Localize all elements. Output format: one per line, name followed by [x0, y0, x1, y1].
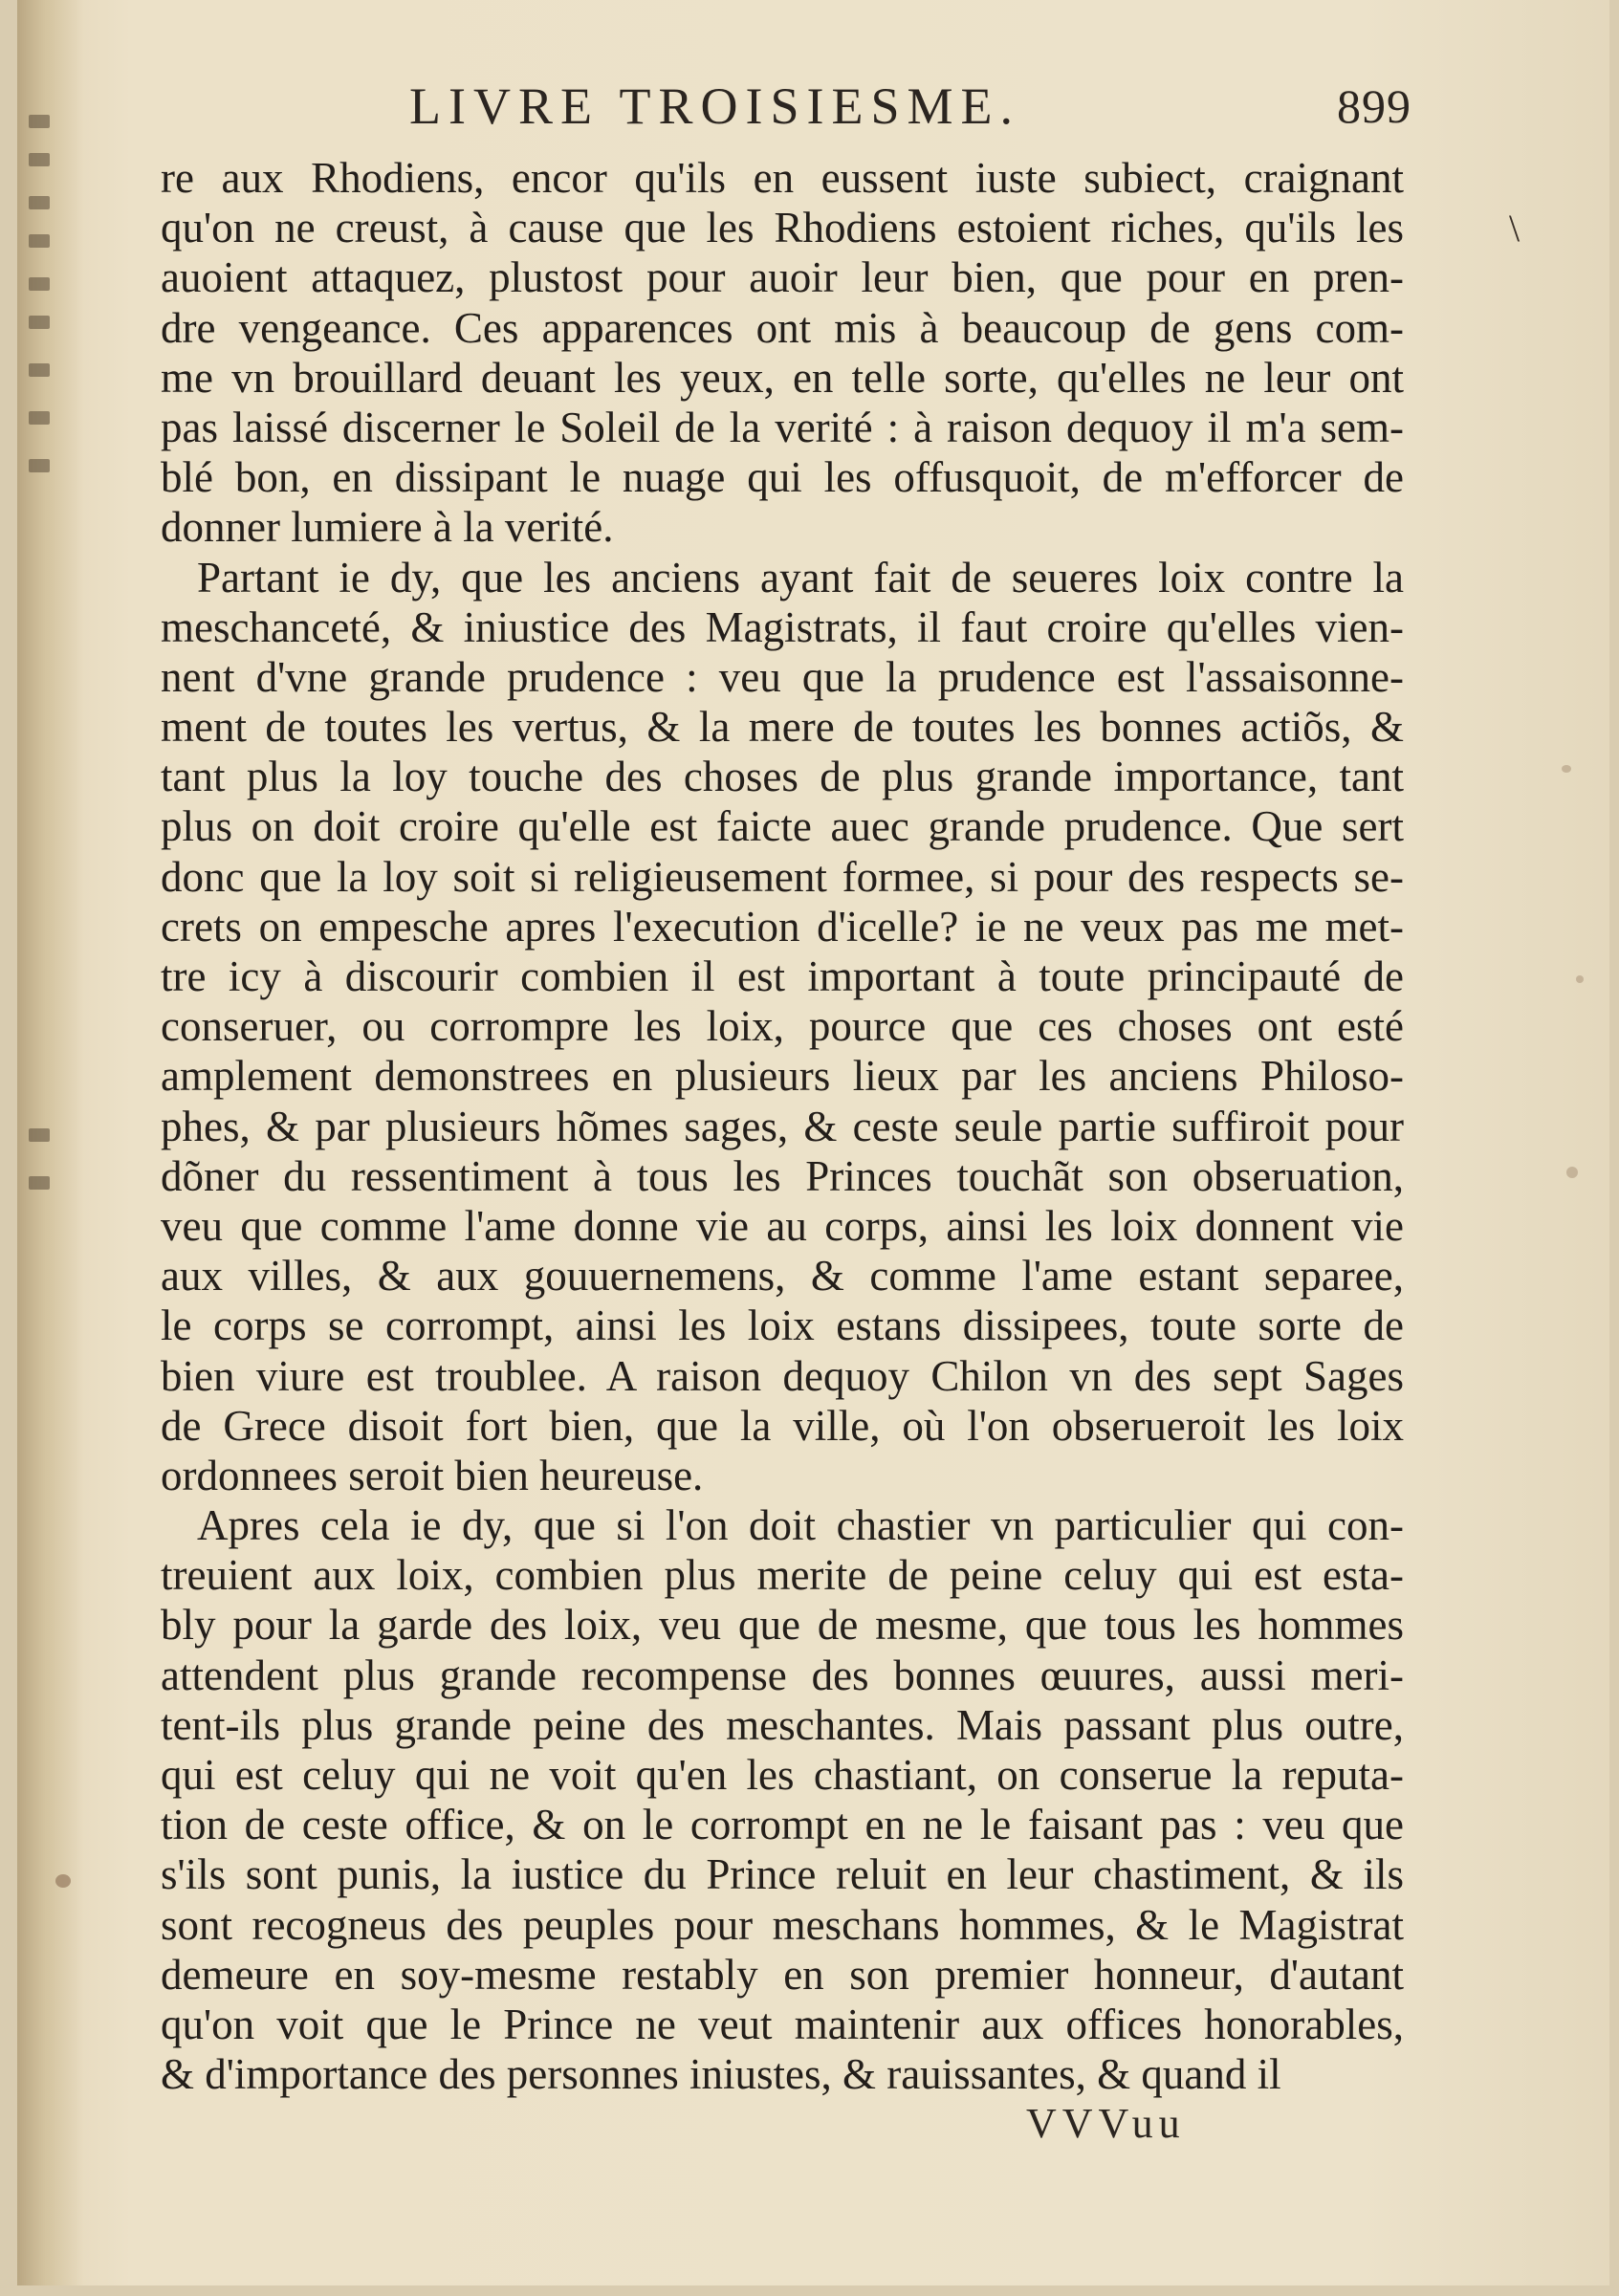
gutter-mark	[29, 459, 50, 472]
foxing-spot	[1562, 765, 1571, 773]
signature-mark: VVVuu	[1026, 2100, 1186, 2147]
gutter-mark	[29, 234, 50, 248]
text-line: dõner du ressentiment à tous les Princes touchãt son obseruation,	[161, 1151, 1404, 1200]
text-line: & d'importance des personnes iniustes, & rauissantes, & quand il	[161, 2050, 1281, 2099]
foxing-spot	[1566, 1167, 1578, 1178]
text-line: treuient aux loix, combien plus merite de peine celuy qui est esta-	[161, 1551, 1404, 1600]
text-line: attendent plus grande recompense des bonnes œuures, aussi meri-	[161, 1651, 1404, 1699]
text-line: sont recogneus des peuples pour meschans hommes, & le Magistrat	[161, 1900, 1404, 1949]
gutter-mark	[29, 363, 50, 377]
gutter-mark	[29, 1176, 50, 1190]
text-line: Apres cela ie dy, que si l'on doit chastier vn particulier qui con-	[197, 1501, 1404, 1550]
text-line: tent-ils plus grande peine des meschantes. Mais passant plus outre,	[161, 1700, 1404, 1749]
running-head: LIVRE TROISIESME.	[409, 77, 1021, 135]
text-line: meschanceté, & iniustice des Magistrats, il faut croire qu'elles vien-	[161, 602, 1404, 651]
text-line: s'ils sont punis, la iustice du Prince reluit en leur chastiment, & ils	[161, 1850, 1404, 1899]
text-block	[161, 153, 1404, 2099]
gutter-mark	[29, 196, 50, 209]
gutter-mark	[29, 153, 50, 166]
gutter-mark	[29, 316, 50, 329]
gutter-mark	[29, 1128, 50, 1142]
text-line: demeure en soy-mesme restably en son premier honneur, d'autant	[161, 1950, 1404, 1999]
text-line: de Grece disoit fort bien, que la ville, où l'on obserueroit les loix	[161, 1401, 1404, 1450]
binding-gutter	[17, 0, 84, 2285]
foxing-spot	[1576, 975, 1584, 983]
text-line: qui est celuy qui ne voit qu'en les chastiant, on conserue la reputa-	[161, 1751, 1404, 1799]
text-line: ment de toutes les vertus, & la mere de toutes les bonnes actiõs, &	[161, 703, 1404, 752]
text-line: amplement demonstrees en plusieurs lieux par les anciens Philoso-	[161, 1052, 1404, 1101]
text-line: ordonnees seroit bien heureuse.	[161, 1451, 704, 1499]
gutter-mark	[29, 277, 50, 291]
text-line: bien viure est troublee. A raison dequoy Chilon vn des sept Sages	[161, 1351, 1404, 1400]
text-line: bly pour la garde des loix, veu que de mesme, que tous les hommes	[161, 1601, 1404, 1650]
text-line: tre icy à discourir combien il est important à toute principauté de	[161, 952, 1404, 1000]
text-line: tion de ceste office, & on le corrompt en ne le faisant pas : veu que	[161, 1801, 1404, 1849]
text-line: donner lumiere à la verité.	[161, 503, 614, 552]
text-line: crets on empesche apres l'execution d'icelle? ie ne veux pas me met-	[161, 902, 1404, 951]
text-line: blé bon, en dissipant le nuage qui les offusquoit, de m'efforcer de	[161, 453, 1404, 502]
text-line: phes, & par plusieurs hõmes sages, & ceste seule partie suffiroit pour	[161, 1102, 1404, 1150]
margin-mark: \	[1509, 207, 1521, 250]
text-line: le corps se corrompt, ainsi les loix estans dissipees, toute sorte de	[161, 1301, 1404, 1350]
text-line: plus on doit croire qu'elle est faicte auec grande prudence. Que sert	[161, 802, 1404, 851]
text-line: me vn brouillard deuant les yeux, en telle sorte, qu'elles ne leur ont	[161, 353, 1404, 402]
text-line: re aux Rhodiens, encor qu'ils en eussent iuste subiect, craignant	[161, 154, 1404, 202]
text-line: conseruer, ou corrompre les loix, pource que ces choses ont esté	[161, 1002, 1404, 1051]
text-line: pas laissé discerner le Soleil de la verité : à raison dequoy il m'a sem-	[161, 403, 1404, 451]
text-line: qu'on ne creust, à cause que les Rhodiens estoient riches, qu'ils les	[161, 204, 1404, 252]
text-line: auoient attaquez, plustost pour auoir leur bien, que pour en pren-	[161, 253, 1404, 302]
text-line: donc que la loy soit si religieusement formee, si pour des respects se-	[161, 852, 1404, 901]
foxing-spot	[55, 1874, 71, 1888]
gutter-mark	[29, 411, 50, 425]
text-line: dre vengeance. Ces apparences ont mis à beaucoup de gens com-	[161, 303, 1404, 352]
text-line: aux villes, & aux gouuernemens, & comme l'ame estant separee,	[161, 1252, 1404, 1301]
text-line: tant plus la loy touche des choses de plus grande importance, tant	[161, 753, 1404, 801]
text-line: Partant ie dy, que les anciens ayant fait de seueres loix contre la	[197, 553, 1404, 601]
book-page	[17, 0, 1609, 2285]
page-header	[17, 77, 1609, 143]
text-line: nent d'vne grande prudence : veu que la prudence est l'assaisonne-	[161, 652, 1404, 701]
text-line: veu que comme l'ame donne vie au corps, ainsi les loix donnent vie	[161, 1201, 1404, 1250]
page-number: 899	[1337, 79, 1411, 133]
text-line: qu'on voit que le Prince ne veut maintenir aux offices honorables,	[161, 2000, 1404, 2048]
